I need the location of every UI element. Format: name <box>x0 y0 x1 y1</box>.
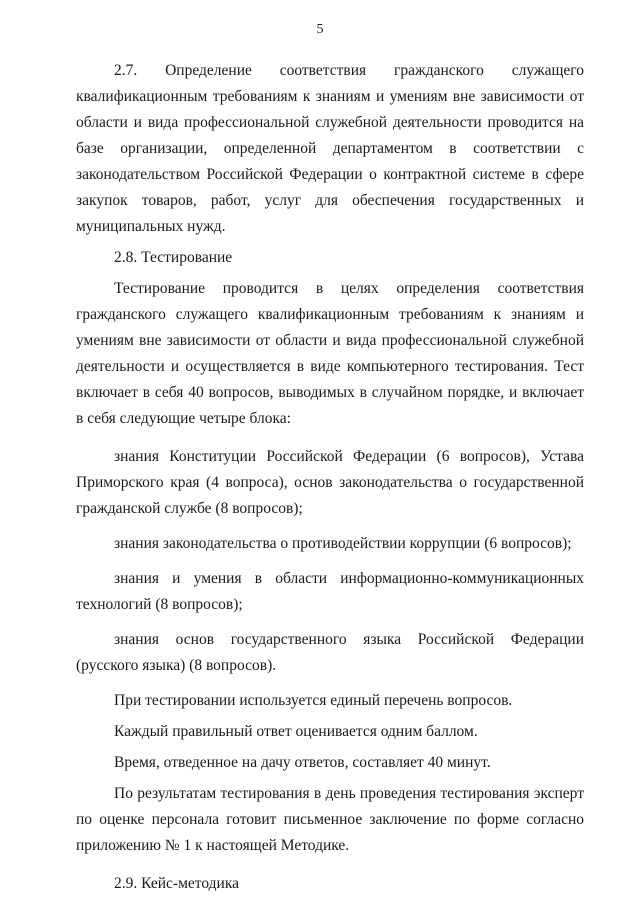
testing-intro-paragraph: Тестирование проводится в целях определения соответствия гражданского служащего квалификационным требованиям к знаниям и умениям вне зависимости от области и вида профессиональной служебной деятельности и осуществляется в виде компьютерного тестирования. Тест включает в себя 40 вопросов, выводимых в случайном порядке, и включает в себя следующие четыре блока: <box>76 280 584 427</box>
section-2-7-paragraph: 2.7. Определение соответствия гражданского служащего квалификационным требованиям к знаниям и умениям вне зависимости от области и вида профессиональной служебной деятельности проводится на базе организации, определенной департаментом в соответствии с законодательством Российской Федерации о контрактной системе в сфере закупок товаров, работ, услуг для обеспечения государственных и муниципальных нужд. <box>76 62 584 235</box>
time-limit-paragraph: Время, отведенное на дачу ответов, составляет 40 минут. <box>114 754 491 771</box>
page-number: 5 <box>316 22 324 37</box>
document-body <box>76 58 584 897</box>
section-2-9-heading: 2.9. Кейс-методика <box>114 875 240 892</box>
section-2-8-heading: 2.8. Тестирование <box>114 249 233 266</box>
scoring-paragraph: Каждый правильный ответ оценивается одним баллом. <box>114 723 478 740</box>
test-block-ict: знания и умения в области информационно-коммуникационных технологий (8 вопросов); <box>76 570 584 613</box>
test-block-russian-language: знания основ государственного языка Российской Федерации (русского языка) (8 вопросов). <box>76 631 584 674</box>
test-block-constitution: знания Конституции Российской Федерации (6 вопросов), Устава Приморского края (4 вопроса), основ законодательства о государственной гражданской службе (8 вопросов); <box>76 448 584 517</box>
test-block-anticorruption: знания законодательства о противодействии коррупции (6 вопросов); <box>114 535 572 552</box>
testing-conclusion-paragraph: По результатам тестирования в день проведения тестирования эксперт по оценке персонала готовит письменное заключение по форме согласно приложению № 1 к настоящей Методике. <box>76 785 584 854</box>
single-question-list-paragraph: При тестировании используется единый перечень вопросов. <box>114 692 513 709</box>
